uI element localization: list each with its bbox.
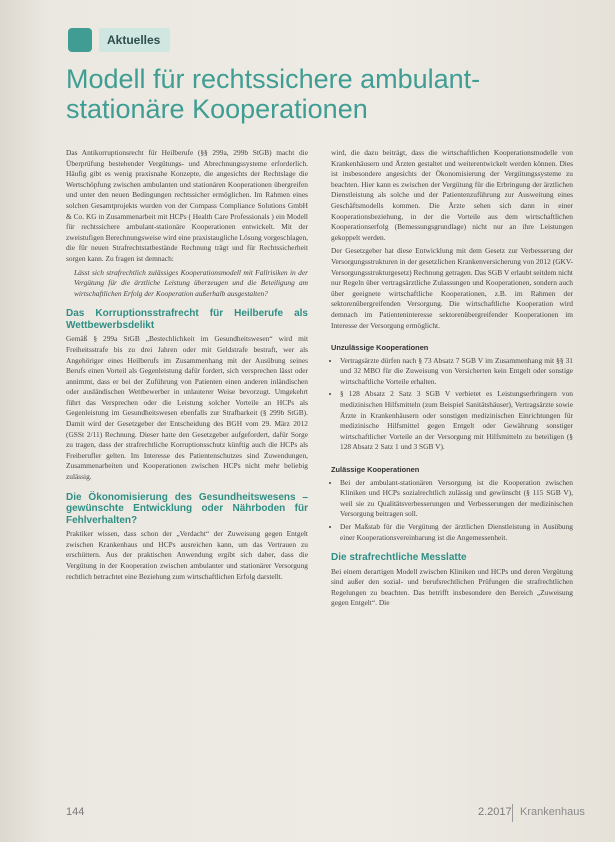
- intro-paragraph: Das Antikorruptionsrecht für Heilberufe (§§ 299a, 299b StGB) macht die Überprüfung bestehender Vergütungs- und Abrechnungssysteme erforderlich. Häufig gibt es wenig praxisnahe Konzepte, die angesichts der Rechtslage die Wertschöpfung zwischen ambulanten und stationären Kooperationen übergreifen und unter den neuen Bedingungen rechtssicher ermöglichen. Im Rahmen eines solchen Gesamtprojekts wurden von der Compass Compliance Solutions GmbH & Co. KG in Zusammenarbeit mit HCPs ( Health Care Professionals ) ein Modell für rechtssichere ambulant-stationäre Kooperationen entwickelt. Mit der zweistufigen Berechnungsweise wird eine praxistaugliche Lösung vorgeschlagen, die für neuen Strafrechtstatbestände Rechnung trägt und für Rechtssicherheit sorgen kann. Zu fragen ist demnach:: [66, 148, 308, 263]
- subheading-oekonomisierung: Die Ökonomisierung des Gesundheitswesens – gewünschte Entwicklung oder Nährboden für Fehlverhalten?: [66, 491, 308, 526]
- list-unzulaessige: [331, 356, 573, 453]
- subheading-unzulaessige: Unzulässige Kooperationen: [331, 343, 429, 353]
- list-item: • Bei der ambulant-stationären Versorgung ist die Kooperation zwischen Kliniken und HCPs sozialrechtlich zulässig und gewünscht (§ 115 SGB V), weil sie zu Qualitätsverbesserungen und Verbesserungen der medizinischen Versorgung beitragen soll.: [340, 478, 573, 520]
- magazine-name: Krankenhaus: [520, 806, 585, 818]
- paragraph-gesetzgeber: Der Gesetzgeber hat diese Entwicklung mit dem Gesetz zur Verbesserung der Versorgungsstrukturen in der gesetzlichen Krankenversicherung von 2012 (GKV-Versorgungsstrukturgesetz) Rechnung getragen. Das SGB V erlaubt seitdem nicht nur Regeln über vertragsärztliche Zulassungen und Kooperationen, sondern auch über geeignete wirtschaftliche Kooperationen, z.B. im Rahmen der sektorenübergreifenden Versorgung. Die wirtschaftliche Kooperation wird demnach im Patienteninteresse sektorenübergreifender Kooperationen im Interesse der Versorgung ermöglicht.: [331, 246, 573, 330]
- subheading-korruptionsstrafrecht: Das Korruptionsstrafrecht für Heilberufe als Wettbewerbsdelikt: [66, 308, 308, 331]
- section-color-square: [68, 28, 92, 52]
- article-title: Modell für rechtssichere ambulant-stationäre Kooperationen: [66, 64, 481, 124]
- section-label: Aktuelles: [99, 28, 170, 52]
- section-tag: [68, 28, 170, 52]
- right-column: [331, 148, 573, 612]
- page-footer: [0, 798, 615, 828]
- issue-number: 2.2017: [478, 806, 512, 818]
- paragraph-messlatte: Bei einem derartigen Modell zwischen Kliniken und HCPs und deren Vergütung sind außer den sozial- und berufsrechtlichen Prüfungen die strafrechtlichen Regelungen zu beachten. Das betrifft insbesondere den Bereich „Zuweisung gegen Entgelt“. Die: [331, 566, 573, 608]
- paragraph-oekonomisierung: Praktiker wissen, dass schon der „Verdacht“ der Zuweisung gegen Entgelt zwischen Krankenhaus und HCPs ausreichen kann, um das Vertrauen zu erschüttern. Aus der praktischen Anwendung ergibt sich daher, dass die Vergütung in der Kooperation zwischen ambulanter und stationärer Versorgung rechtlich betrachtet eine Beziehung zum wirtschaftlichen Erfolg darstellt.: [66, 529, 308, 581]
- list-item: • Der Maßstab für die Vergütung der ärztlichen Dienstleistung in Ausübung einer Kooperationsvereinbarung ist die Angemessenheit.: [340, 522, 573, 543]
- footer-divider: [512, 804, 513, 822]
- paragraph-continued: wird, die dazu beiträgt, dass die wirtschaftlichen Kooperationsmodelle von Krankenhäusern und Ärzten gestaltet und weiterentwickelt werden können. Dies ist insbesondere angesichts der Ökonomisierung der Vergütungssysteme zu beachten. Hier kann es zwischen der Vergütung für die Erbringung der ärztlichen Dienstleistung als solche und der Patientenzuführung zur Ausweitung eines Geschäftsmodells kommen. Die Ärzte sehen sich dann in einer Kooperationsbeziehung, in der die Vorteile aus dem wirtschaftlichen Kooperationserfolg (Bemessungsgrundlage) nicht nur an ihre Leistungen gekoppelt werden.: [331, 148, 573, 242]
- list-item: • Vertragsärzte dürfen nach § 73 Absatz 7 SGB V im Zusammenhang mit §§ 31 und 32 MBO für die Zuweisung von Versicherten kein Entgelt oder sonstige wirtschaftliche Vorteile erhalten.: [340, 356, 573, 388]
- left-column: [66, 148, 308, 585]
- paragraph-wettbewerbsdelikt: Gemäß § 299a StGB „Bestechlichkeit im Gesundheitswesen“ wird mit Freiheitsstrafe bis zu drei Jahren oder mit Geldstrafe bestraft, wer als Angehöriger eines Heilberufs im Zusammenhang mit der Ausübung seines Berufs einen Vorteil als Gegenleistung dafür fordert, sich versprechen lässt oder annimmt, dass er bei der Zuführung von Patienten einen anderen inländischen oder ausländischen Wettbewerber in unlauterer Weise bevorzugt. Umgekehrt führt das Versprechen oder die Leistung solcher Vorteile an HCPs als Gegenleistung im Gesundheitswesen ebenfalls zur Strafbarkeit (§ 299b StGB). Damit wird der Gesetzgeber der Entscheidung des BGH vom 29. März 2012 (GSSt 2/11) Rechnung. Dieser hatte den Gesetzgeber aufgefordert, dafür Sorge zu tragen, dass der strafrechtliche Korruptionsschutz künftig auch die HCPs als Freiberufler gelten. Im Interesse des Patientenschutzes sind Zuwendungen, Zusammenarbeiten und Kooperationen zwischen HCPs nicht mehr beliebig zulässig.: [66, 334, 308, 482]
- intro-question: Lässt sich strafrechtlich zulässiges Kooperationsmodell mit Fallrisiken in der Vergütung für die ärztliche Leistung überzeugen und die Beteiligung am wirtschaftlichen Erfolg der Kooperation außerhalb ausgestalten?: [74, 267, 308, 298]
- subheading-zulaessige: Zulässige Kooperationen: [331, 465, 420, 475]
- page-number: 144: [66, 806, 85, 818]
- list-zulaessige: [331, 478, 573, 544]
- list-item: • § 128 Absatz 2 Satz 3 SGB V verbietet es Leistungserbringern von medizinischen Hilfsmitteln (zum Beispiel Sanitätshäuser), Vertragsärzte sowie Ärzte in Krankenhäusern oder sonstigen medizinischen Einrichtungen für medizinische Hilfsmittel gegen Entgelt oder Gewährung sonstiger wirtschaftlicher Vorteile an der Versorgung mit Hilfsmitteln zu beteiligen (§ 128 Absatz 2 Satz 1 und 3 SGB V).: [340, 389, 573, 453]
- subheading-messlatte: Die strafrechtliche Messlatte: [331, 552, 467, 564]
